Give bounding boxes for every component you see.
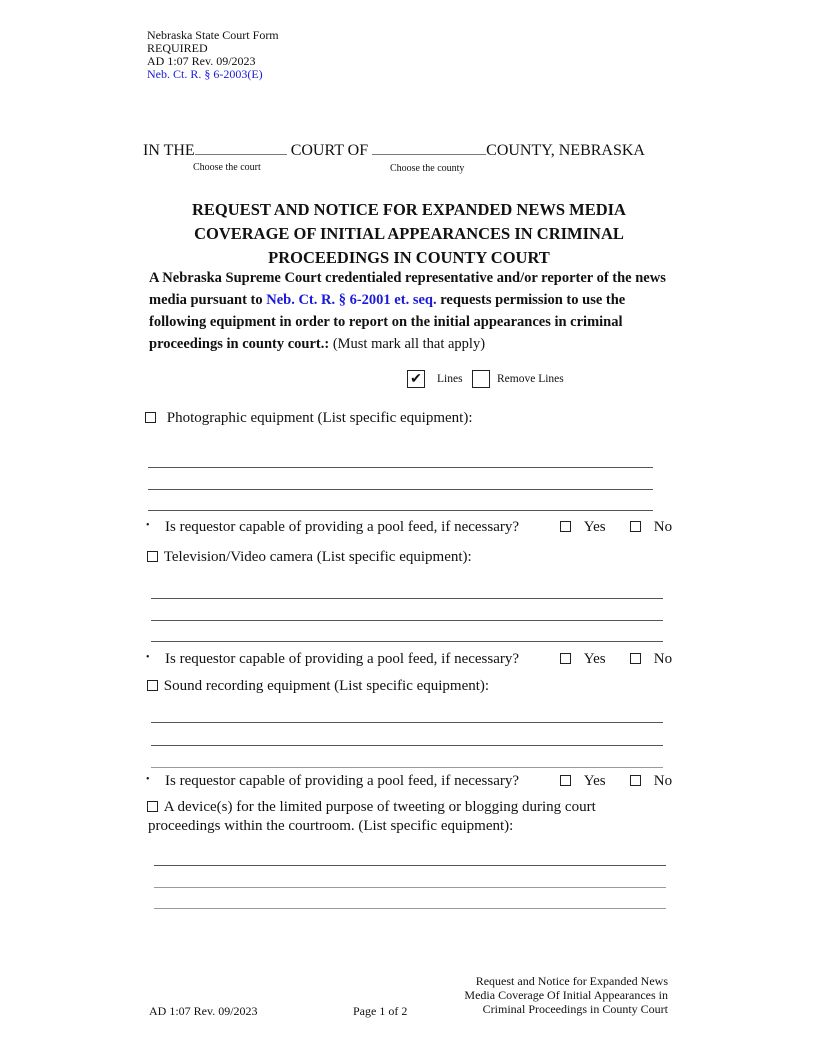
pool-feed-question-1: Is requestor capable of providing a pool feed, if necessary? — [165, 519, 520, 535]
tv-camera-label: Television/Video camera (List specific equipment): — [163, 549, 472, 565]
court-prefix: IN THE — [143, 142, 195, 159]
sound-equipment-line-2[interactable] — [151, 745, 663, 746]
court-suffix: COUNTY, NEBRASKA — [486, 142, 645, 159]
pool-feed-yes-checkbox-1[interactable] — [560, 521, 571, 532]
pool-feed-yes-label-1: Yes — [583, 519, 606, 535]
pool-feed-yes-checkbox-3[interactable] — [560, 775, 571, 786]
pool-feed-yes-3 — [560, 773, 606, 790]
pool-feed-yes-1 — [560, 519, 606, 536]
form-header-required: REQUIRED — [147, 41, 208, 55]
rule-link-6-2003[interactable]: Neb. Ct. R. § 6-2003(E) — [147, 67, 263, 81]
pool-feed-no-label-3: No — [653, 773, 673, 789]
pool-feed-no-1 — [630, 519, 672, 536]
court-hint: Choose the court — [193, 162, 261, 173]
photo-equipment-label: Photographic equipment (List specific equipment): — [166, 410, 473, 426]
rule-link-6-2001[interactable]: Neb. Ct. R. § 6-2001 et. seq. — [266, 292, 437, 308]
title-line-3: PROCEEDINGS IN COUNTY COURT — [268, 248, 550, 267]
photo-equipment-line-3[interactable] — [148, 510, 653, 511]
tv-camera-row — [147, 549, 472, 566]
footer-title-line-3: Criminal Proceedings in County Court — [482, 1002, 668, 1016]
photo-equipment-line-1[interactable] — [148, 467, 653, 468]
footer-title-line-1: Request and Notice for Expanded News — [475, 974, 668, 988]
county-hint: Choose the county — [390, 163, 465, 174]
lines-checkbox[interactable]: ✔ — [407, 370, 425, 388]
form-header-revision: AD 1:07 Rev. 09/2023 — [147, 54, 256, 68]
pool-feed-question-2: Is requestor capable of providing a pool feed, if necessary? — [165, 651, 520, 667]
pool-feed-no-checkbox-3[interactable] — [630, 775, 641, 786]
title-line-1: REQUEST AND NOTICE FOR EXPANDED NEWS MEDIA — [192, 200, 626, 219]
form-header — [147, 29, 279, 81]
pool-feed-bullet-3: • — [146, 774, 150, 785]
sound-equipment-line-3[interactable] — [151, 767, 663, 768]
remove-lines-checkbox[interactable] — [472, 370, 490, 388]
footer-page-number: Page 1 of 2 — [353, 1004, 408, 1018]
footer-form-id: AD 1:07 Rev. 09/2023 — [149, 1004, 258, 1018]
intro-paragraph — [149, 267, 679, 355]
device-line-2[interactable] — [154, 887, 666, 888]
pool-feed-no-2 — [630, 651, 672, 668]
pool-feed-question-3: Is requestor capable of providing a pool feed, if necessary? — [165, 773, 520, 789]
remove-lines-label: Remove Lines — [497, 373, 564, 385]
photo-equipment-row — [145, 410, 473, 427]
tv-camera-line-3[interactable] — [151, 641, 663, 642]
pool-feed-yes-label-2: Yes — [583, 651, 606, 667]
footer-title-line-2: Media Coverage Of Initial Appearances in — [464, 988, 668, 1002]
court-middle: COURT OF — [290, 142, 369, 159]
tv-camera-line-1[interactable] — [151, 598, 663, 599]
tv-camera-checkbox[interactable] — [147, 551, 158, 562]
sound-equipment-label: Sound recording equipment (List specific equipment): — [163, 678, 490, 694]
pool-feed-yes-2 — [560, 651, 606, 668]
intro-text-2: requests permission to use the following equipment in order to report on the initial appearances in criminal proceedings in county court.: — [149, 292, 626, 352]
page-title — [150, 198, 668, 270]
county-select-field[interactable] — [372, 140, 486, 155]
pool-feed-no-3 — [630, 773, 672, 790]
lines-label: Lines — [437, 373, 463, 385]
pool-feed-bullet-2: • — [146, 652, 150, 663]
photo-equipment-line-2[interactable] — [148, 489, 653, 490]
sound-equipment-row — [147, 678, 489, 695]
footer-title — [430, 974, 668, 1016]
remove-lines-toggle[interactable] — [472, 370, 490, 390]
court-select-field[interactable] — [195, 140, 287, 155]
pool-feed-no-label-1: No — [653, 519, 673, 535]
tv-camera-line-2[interactable] — [151, 620, 663, 621]
court-caption — [143, 140, 645, 160]
device-line-1[interactable] — [154, 865, 666, 866]
title-line-2: COVERAGE OF INITIAL APPEARANCES IN CRIMINAL — [194, 224, 624, 243]
lines-toggle[interactable] — [407, 370, 425, 390]
intro-text-1: A Nebraska Supreme Court credentialed representative and/or reporter of the news media pursuant to — [149, 270, 666, 308]
device-label-2: proceedings within the courtroom. (List specific equipment): — [148, 818, 514, 834]
pool-feed-no-checkbox-1[interactable] — [630, 521, 641, 532]
pool-feed-yes-checkbox-2[interactable] — [560, 653, 571, 664]
pool-feed-no-checkbox-2[interactable] — [630, 653, 641, 664]
sound-equipment-line-1[interactable] — [151, 722, 663, 723]
device-label-1: A device(s) for the limited purpose of tweeting or blogging during court — [163, 799, 596, 815]
device-line-3[interactable] — [154, 908, 666, 909]
pool-feed-yes-label-3: Yes — [583, 773, 606, 789]
pool-feed-no-label-2: No — [653, 651, 673, 667]
sound-equipment-checkbox[interactable] — [147, 680, 158, 691]
device-row — [147, 799, 596, 816]
photo-equipment-checkbox[interactable] — [145, 412, 156, 423]
pool-feed-bullet-1: • — [146, 520, 150, 531]
form-header-state: Nebraska State Court Form — [147, 28, 279, 42]
intro-note: (Must mark all that apply) — [329, 336, 486, 352]
device-checkbox[interactable] — [147, 801, 158, 812]
